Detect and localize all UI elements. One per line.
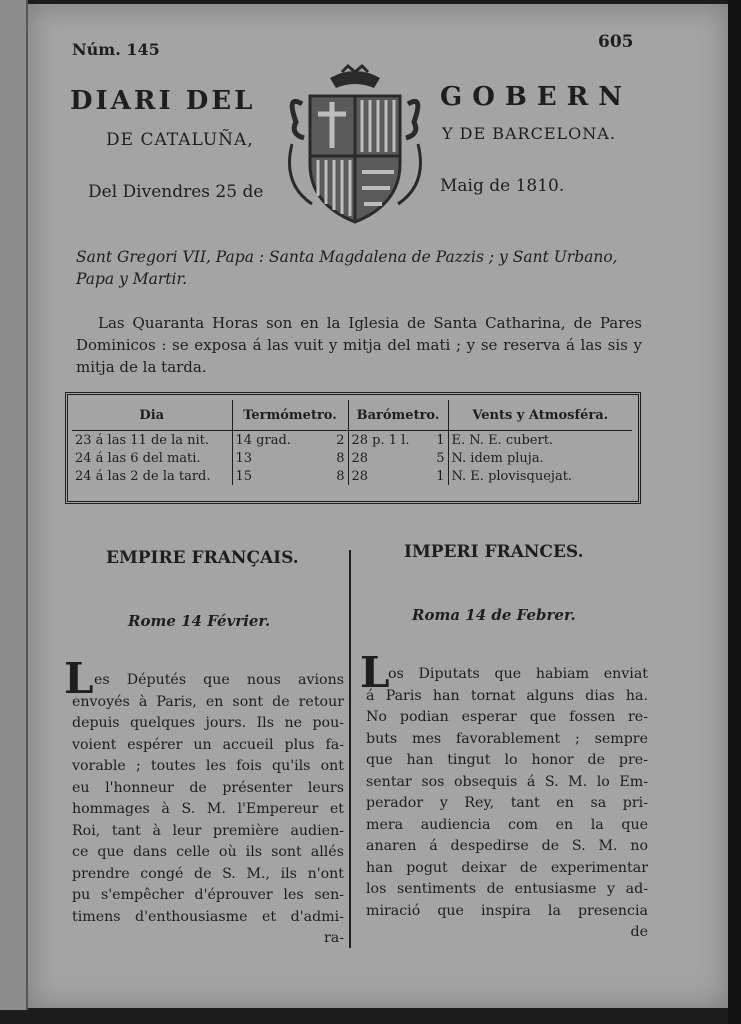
text-line: buts mes favorablement ; sempre	[366, 730, 648, 747]
cell-dia: 23 á las 11 de la nit.	[72, 431, 232, 450]
masthead-subtitle-right: Y DE BARCELONA.	[442, 124, 616, 143]
text-line: pu s'empêcher d'éprouver les sen-	[72, 887, 344, 903]
text-line: No podian esperar que fossen re-	[366, 709, 648, 725]
previous-page-edge	[0, 0, 28, 1010]
text-line: ce que dans celle où ils sont allés	[72, 844, 344, 860]
text-line: miració que inspira la presencia	[366, 902, 648, 919]
text-line: mera audiencia com en la que	[366, 816, 648, 833]
text-line: vorable ; toutes les fois qu'ils ont	[72, 758, 344, 774]
cell-vents: E. N. E. cubert.	[451, 432, 554, 448]
cell-termometro: 15 8	[232, 467, 348, 485]
text-line: anaren á despedirse de S. M. no	[366, 838, 648, 854]
left-drop-cap: L	[64, 654, 94, 703]
text-line: á Paris han tornat alguns dias ha.	[366, 687, 648, 704]
saints-of-the-day: Sant Gregori VII, Papa : Santa Magdalena de Pazzis ; y Sant Urbano, Papa y Martir.	[76, 248, 618, 288]
cell-termometro: 14 grad. 2	[232, 431, 348, 450]
text-line: han pogut deixar de experimentar	[366, 859, 648, 876]
issue-number: Núm. 145	[72, 40, 160, 59]
table-row	[72, 449, 632, 467]
weather-table-frame	[65, 392, 641, 504]
masthead-title-right: GOBERN	[440, 82, 633, 112]
text-line: de	[630, 924, 648, 940]
header-vents: Vents y Atmosféra.	[448, 400, 632, 431]
text-line: que han tingut lo honor de pre-	[366, 752, 648, 768]
coat-of-arms-emblem	[282, 64, 428, 228]
page-number: 605	[598, 32, 634, 52]
masthead-title-left: DIARI DEL	[70, 86, 256, 116]
header-dia: Dia	[72, 400, 232, 431]
masthead-date-right: Maig de 1810.	[440, 176, 565, 196]
text-line: hommages à S. M. l'Empereur et	[72, 801, 344, 817]
text-line: os Diputats que habiam enviat	[388, 666, 648, 682]
cell-vents: N. idem pluja.	[451, 450, 544, 466]
header-barometro: Barómetro.	[348, 400, 448, 431]
right-column-dateline: Roma 14 de Febrer.	[412, 606, 576, 624]
left-column-dateline: Rome 14 Février.	[128, 612, 271, 630]
weather-table	[72, 400, 632, 485]
text-line: ra-	[323, 930, 344, 946]
cell-dia: 24 á las 2 de la tard.	[72, 467, 232, 485]
text-line: depuis quelques jours. Ils ne pou-	[72, 715, 344, 731]
binding-shadow	[728, 0, 741, 1024]
right-drop-cap: L	[360, 648, 390, 697]
left-column-text	[72, 670, 344, 950]
quarant-hores-notice: Las Quaranta Horas son en la Iglesia de Santa Catharina, de Pares Dominicos : se exposa á las vuit y mitja del mati ; y se reserva á las sis y mitja de la tarda.	[76, 314, 642, 376]
cell-barometro: 28 1	[348, 467, 448, 485]
text-line: sentar sos obsequis á S. M. lo Em-	[366, 773, 648, 790]
text-line: es Députés que nous avions	[94, 672, 344, 688]
weather-header-row	[72, 400, 632, 431]
header-termometro: Termómetro.	[232, 400, 348, 431]
text-line: timens d'enthousiasme et d'admi-	[72, 908, 344, 925]
masthead-date-left: Del Divendres 25 de	[88, 182, 264, 202]
cell-dia: 24 á las 6 del mati.	[72, 449, 232, 467]
text-line: voient espérer un accueil plus fa-	[72, 736, 344, 753]
text-line: eu l'honneur de présenter leurs	[72, 779, 344, 796]
column-divider	[349, 550, 351, 948]
masthead-subtitle-left: DE CATALUÑA,	[106, 130, 254, 150]
cell-vents: N. E. plovisquejat.	[451, 468, 573, 484]
left-column-heading: EMPIRE FRANÇAIS.	[106, 548, 299, 568]
table-row	[72, 467, 632, 485]
text-line: Roi, tant à leur première audien-	[72, 822, 344, 839]
text-line: envoyés à Paris, en sont de retour	[72, 693, 344, 710]
right-column-heading: IMPERI FRANCES.	[404, 542, 584, 562]
cell-barometro: 28 5	[348, 449, 448, 467]
table-row	[72, 431, 632, 450]
right-column-text	[366, 664, 648, 944]
text-line: prendre congé de S. M., ils n'ont	[72, 865, 344, 882]
text-line: perador y Rey, tant en sa pri-	[366, 795, 648, 811]
cell-termometro: 13 8	[232, 449, 348, 467]
cell-barometro: 28 p. 1 l. 1	[348, 431, 448, 450]
text-line: los sentiments de entusiasme y ad-	[366, 881, 648, 897]
newspaper-page	[28, 4, 728, 1008]
